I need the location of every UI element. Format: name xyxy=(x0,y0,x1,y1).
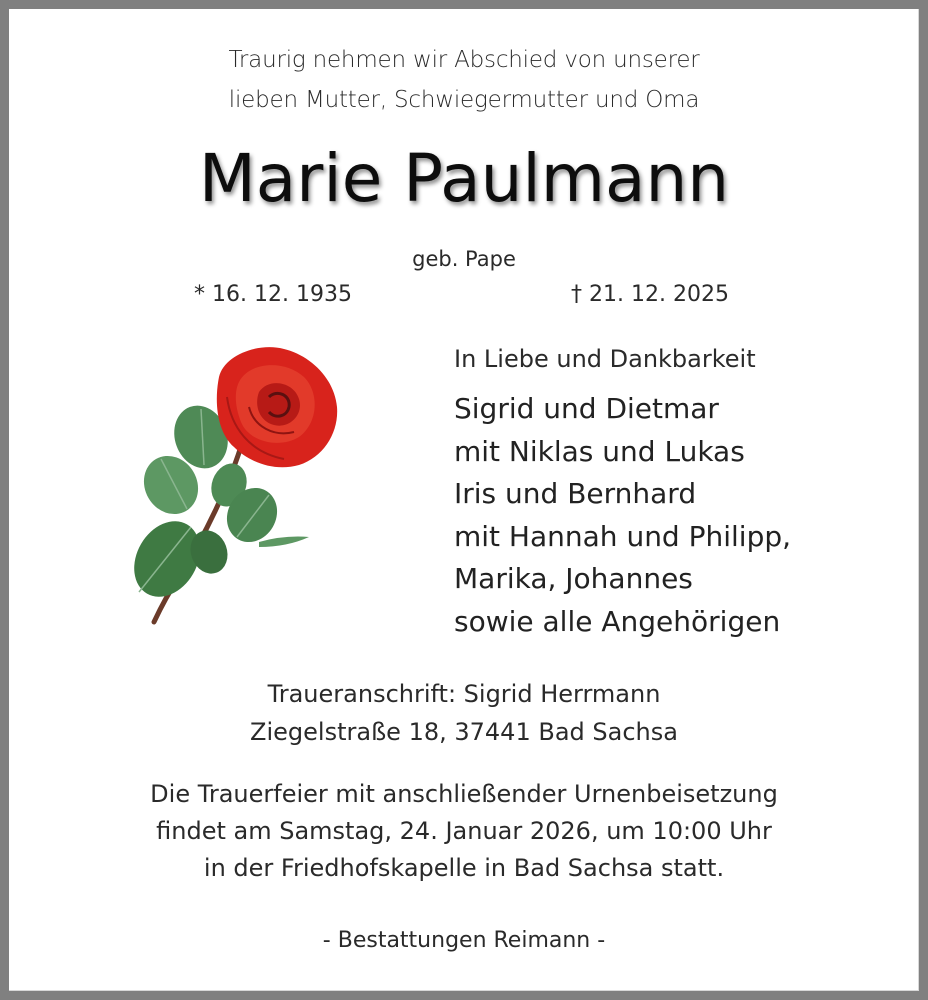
mourner-line: mit Hannah und Philipp, xyxy=(454,519,792,553)
ceremony-line-1: Die Trauerfeier mit anschließender Urnenbeisetzung xyxy=(150,780,778,808)
mourners-list xyxy=(454,388,791,643)
mourner-line: sowie alle Angehörigen xyxy=(454,604,781,638)
ceremony-line-2: findet am Samstag, 24. Januar 2026, um 10:00 Uhr xyxy=(156,817,772,845)
funeral-home: - Bestattungen Reimann - xyxy=(322,928,606,953)
dedication: In Liebe und Dankbarkeit xyxy=(454,345,756,373)
address-line-2: Ziegelstraße 18, 37441 Bad Sachsa xyxy=(250,718,678,746)
obituary-notice xyxy=(9,9,919,991)
deceased-name: Marie Paulmann xyxy=(198,140,730,217)
birth-date: * 16. 12. 1935 xyxy=(194,282,352,307)
red-rose-icon xyxy=(109,337,349,627)
intro-line-1: Traurig nehmen wir Abschied von unserer xyxy=(228,47,700,73)
mourner-line: mit Niklas und Lukas xyxy=(454,434,745,468)
intro-line-2: lieben Mutter, Schwiegermutter und Oma xyxy=(228,87,700,113)
mourner-line: Sigrid und Dietmar xyxy=(454,392,719,425)
death-date: † 21. 12. 2025 xyxy=(571,282,729,307)
mourner-line: Marika, Johannes xyxy=(454,562,693,595)
maiden-name: geb. Pape xyxy=(412,247,516,271)
mourner-line: Iris und Bernhard xyxy=(454,477,697,510)
address-line-1: Traueranschrift: Sigrid Herrmann xyxy=(267,680,661,708)
ceremony-line-3: in der Friedhofskapelle in Bad Sachsa statt. xyxy=(203,854,725,882)
